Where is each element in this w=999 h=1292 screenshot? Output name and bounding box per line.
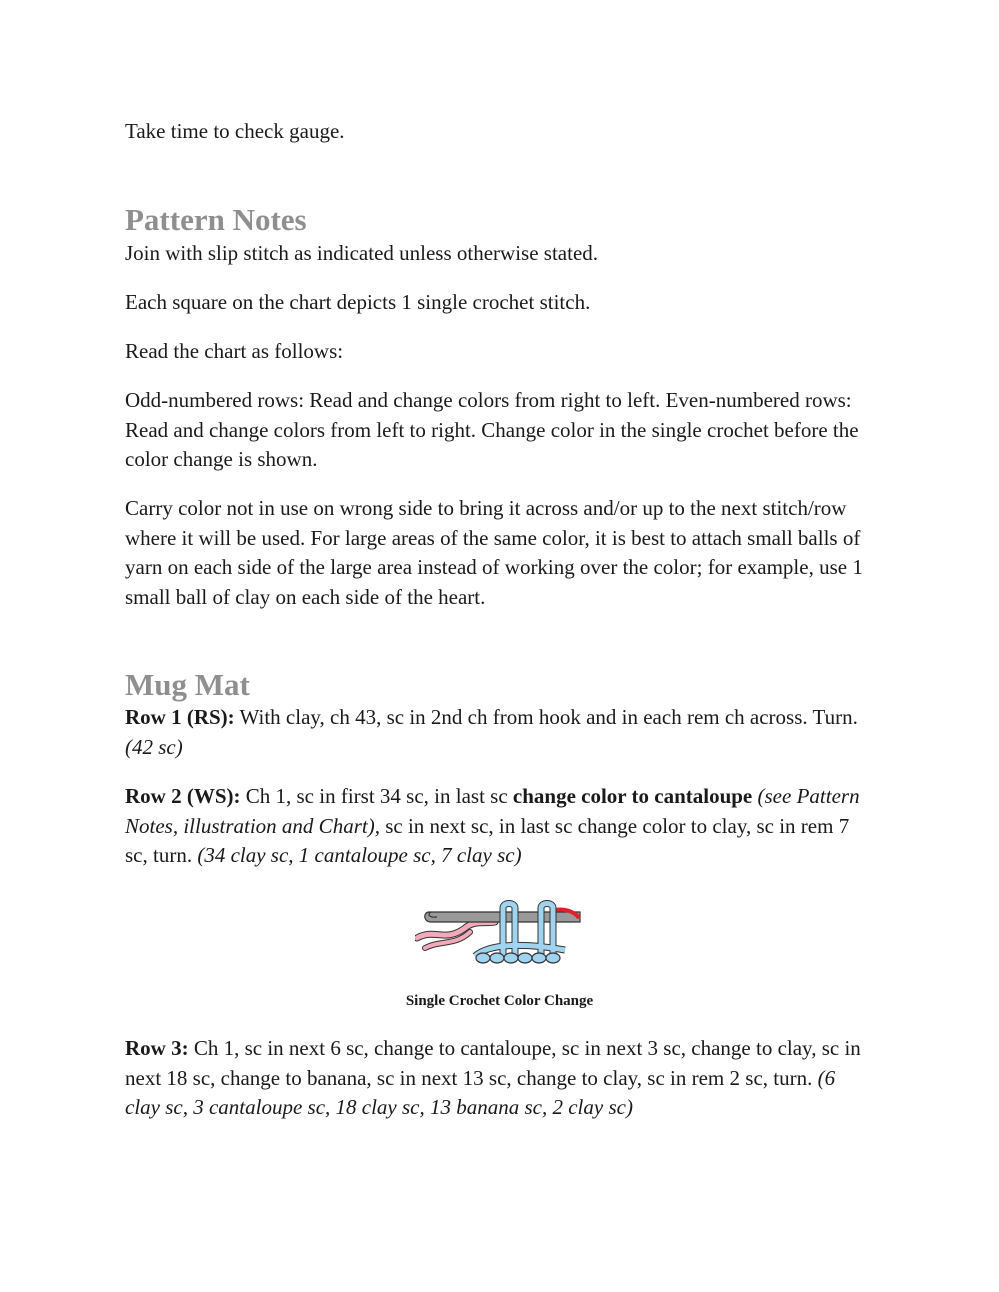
row-3-text: Ch 1, sc in next 6 sc, change to cantaloupe, sc in next 3 sc, change to clay, sc in next 18 sc, change to banana, sc in next 13 sc, change to clay, sc in rem 2 sc, turn. [125, 1036, 861, 1090]
row-2-count: (34 clay sc, 1 cantaloupe sc, 7 clay sc) [197, 843, 522, 867]
note-join: Join with slip stitch as indicated unless otherwise stated. [125, 241, 599, 265]
illustration-caption: Single Crochet Color Change [405, 993, 594, 1009]
row-1-count: (42 sc) [125, 734, 183, 759]
note-carry-color: Carry color not in use on wrong side to bring it across and/or up to the next stitch/row where it will be used. For large areas of the same color, it is best to attach small balls of yarn on each side of the large area instead of working over the color; for example, use 1 small ball of clay on each side of the heart. [125, 496, 863, 609]
row-2-label: Row 2 (WS): [125, 784, 241, 808]
row-2-text-b: sc in next sc, in last sc change color to clay, sc in rem 7 sc, turn. [125, 813, 850, 867]
row-3-count: (6 clay sc, 3 cantaloupe sc, 18 clay sc, 13 banana sc, 2 clay sc) [125, 1065, 836, 1119]
gauge-note: Take time to check gauge. [125, 119, 345, 143]
row-1-text: With clay, ch 43, sc in 2nd ch from hook and in each rem ch across. Turn. [234, 705, 858, 729]
pattern-notes-heading: Pattern Notes [125, 202, 307, 237]
row-2-text-a: Ch 1, sc in first 34 sc, in last sc [240, 784, 513, 808]
row-1-instruction [125, 703, 865, 762]
note-row-direction: Odd-numbered rows: Read and change colors from right to left. Even-numbered rows: Read and change colors from left to right. Change color in the single crochet before the color change is shown. [125, 388, 859, 471]
row-2-color-change: change color to cantaloupe [512, 784, 753, 808]
note-chart-square: Each square on the chart depicts 1 single crochet stitch. [125, 290, 591, 314]
mug-mat-heading: Mug Mat [125, 667, 250, 702]
row-1-label: Row 1 (RS): [125, 705, 235, 729]
row-2-reference: (see Pattern Notes, illustration and Chart), [125, 784, 860, 838]
row-3-instruction [125, 1034, 875, 1123]
note-read-chart: Read the chart as follows: [125, 339, 344, 363]
crochet-color-change-illustration [415, 898, 585, 968]
row-2-instruction [125, 782, 865, 871]
row-3-label: Row 3: [125, 1036, 189, 1060]
